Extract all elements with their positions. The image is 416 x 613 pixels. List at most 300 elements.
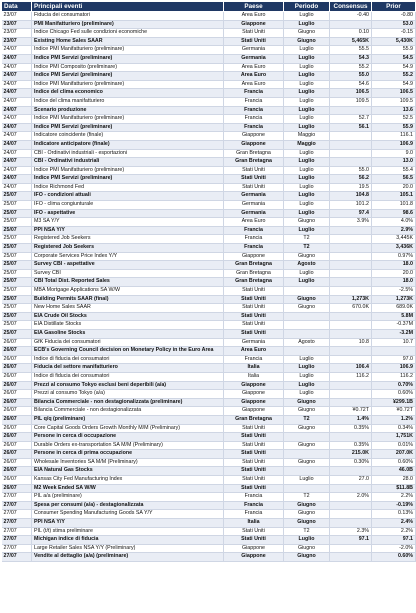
- cell-consensus: [330, 510, 372, 519]
- cell-date: 25/07: [2, 192, 32, 201]
- cell-prior: 46.0B: [372, 467, 416, 476]
- cell-consensus: [330, 553, 372, 562]
- cell-event: PIL q/q (preliminare): [32, 415, 224, 424]
- cell-date: 24/07: [2, 97, 32, 106]
- cell-country: Francia: [224, 244, 284, 253]
- cell-country: Stati Uniti: [224, 484, 284, 493]
- cell-date: 24/07: [2, 175, 32, 184]
- table-row: [2, 192, 416, 201]
- cell-period: Giugno: [284, 544, 330, 553]
- cell-country: Stati Uniti: [224, 29, 284, 38]
- cell-period: [284, 321, 330, 330]
- cell-country: Francia: [224, 501, 284, 510]
- cell-consensus: [330, 347, 372, 356]
- cell-prior: 2.4%: [372, 519, 416, 528]
- cell-consensus: [330, 20, 372, 29]
- cell-consensus: 27.0: [330, 476, 372, 485]
- cell-event: Survey CBI - aspettative: [32, 261, 224, 270]
- header-country: Paese: [224, 2, 284, 12]
- table-row: [2, 390, 416, 399]
- cell-country: Stati Uniti: [224, 329, 284, 338]
- cell-period: Luglio: [284, 89, 330, 98]
- table-row: [2, 54, 416, 63]
- cell-date: 24/07: [2, 89, 32, 98]
- cell-consensus: 55.0: [330, 72, 372, 81]
- cell-country: Stati Uniti: [224, 441, 284, 450]
- cell-period: Luglio: [284, 381, 330, 390]
- cell-event: Indice di fiducia dei consumatori: [32, 372, 224, 381]
- header-event: Principali eventi: [32, 2, 224, 12]
- cell-period: Maggio: [284, 140, 330, 149]
- cell-country: Stati Uniti: [224, 166, 284, 175]
- table-row: [2, 304, 416, 313]
- cell-consensus: [330, 390, 372, 399]
- cell-consensus: [330, 132, 372, 141]
- table-row: [2, 415, 416, 424]
- cell-country: Area Euro: [224, 63, 284, 72]
- cell-country: Gran Bretagna: [224, 278, 284, 287]
- cell-date: 27/07: [2, 553, 32, 562]
- cell-date: 24/07: [2, 115, 32, 124]
- cell-event: IFO - condizioni attuali: [32, 192, 224, 201]
- cell-event: Fiducia del settore manifatturiero: [32, 364, 224, 373]
- cell-date: 27/07: [2, 544, 32, 553]
- table-row: [2, 433, 416, 442]
- cell-country: Germania: [224, 192, 284, 201]
- cell-event: Indice PMI Composito (preliminare): [32, 63, 224, 72]
- cell-date: 24/07: [2, 72, 32, 81]
- cell-country: Stati Uniti: [224, 287, 284, 296]
- cell-period: [284, 467, 330, 476]
- table-row: [2, 407, 416, 416]
- table-row: [2, 321, 416, 330]
- cell-period: T2: [284, 235, 330, 244]
- table-body: [2, 12, 416, 562]
- cell-consensus: 215.0K: [330, 450, 372, 459]
- table-row: [2, 441, 416, 450]
- cell-event: Durable Orders ex-transportation SA M/M (Preliminary): [32, 441, 224, 450]
- cell-event: Indice PMI Manifatturiero (preliminare): [32, 166, 224, 175]
- cell-date: 25/07: [2, 269, 32, 278]
- cell-consensus: [330, 484, 372, 493]
- cell-country: Stati Uniti: [224, 295, 284, 304]
- cell-period: T2: [284, 244, 330, 253]
- cell-prior: 0.70%: [372, 381, 416, 390]
- cell-date: 24/07: [2, 132, 32, 141]
- cell-consensus: 106.4: [330, 364, 372, 373]
- cell-date: 25/07: [2, 261, 32, 270]
- cell-consensus: 1.4%: [330, 415, 372, 424]
- cell-consensus: [330, 278, 372, 287]
- cell-period: Giugno: [284, 37, 330, 46]
- cell-consensus: [330, 321, 372, 330]
- cell-prior: 116.1: [372, 132, 416, 141]
- cell-date: 24/07: [2, 149, 32, 158]
- cell-country: Stati Uniti: [224, 476, 284, 485]
- cell-period: Giugno: [284, 252, 330, 261]
- cell-date: 23/07: [2, 37, 32, 46]
- cell-country: Francia: [224, 89, 284, 98]
- table-row: [2, 347, 416, 356]
- cell-event: Vendite al dettaglio (a/a) (preliminare): [32, 553, 224, 562]
- cell-event: Indice PMI Manifatturiero (preliminare): [32, 115, 224, 124]
- cell-prior: 20.0: [372, 269, 416, 278]
- cell-event: EIA Gasoline Stocks: [32, 329, 224, 338]
- cell-consensus: [330, 226, 372, 235]
- cell-event: EIA Crude Oil Stocks: [32, 312, 224, 321]
- table-row: [2, 553, 416, 562]
- table-row: [2, 510, 416, 519]
- table-row: [2, 72, 416, 81]
- cell-event: M2 Week Ended SA W/W: [32, 484, 224, 493]
- cell-consensus: [330, 140, 372, 149]
- cell-consensus: 0.35%: [330, 441, 372, 450]
- cell-country: Stati Uniti: [224, 433, 284, 442]
- table-row: [2, 355, 416, 364]
- cell-consensus: 56.2: [330, 175, 372, 184]
- cell-period: Luglio: [284, 115, 330, 124]
- table-row: [2, 364, 416, 373]
- cell-consensus: [330, 381, 372, 390]
- cell-period: Maggio: [284, 132, 330, 141]
- table-row: [2, 544, 416, 553]
- cell-prior: 207.0K: [372, 450, 416, 459]
- table-row: [2, 226, 416, 235]
- cell-period: Luglio: [284, 183, 330, 192]
- cell-country: Giappone: [224, 140, 284, 149]
- table-row: [2, 63, 416, 72]
- cell-consensus: 101.2: [330, 201, 372, 210]
- cell-period: Luglio: [284, 355, 330, 364]
- cell-prior: -0.37M: [372, 321, 416, 330]
- cell-period: Luglio: [284, 226, 330, 235]
- cell-prior: 52.5: [372, 115, 416, 124]
- cell-period: Giugno: [284, 304, 330, 313]
- cell-date: 25/07: [2, 218, 32, 227]
- cell-consensus: 52.7: [330, 115, 372, 124]
- table-row: [2, 329, 416, 338]
- table-row: [2, 493, 416, 502]
- cell-period: [284, 287, 330, 296]
- cell-date: 27/07: [2, 527, 32, 536]
- cell-country: Francia: [224, 115, 284, 124]
- table-row: [2, 261, 416, 270]
- cell-date: 27/07: [2, 519, 32, 528]
- header-prior: Prior: [372, 2, 416, 12]
- cell-prior: -2.0%: [372, 544, 416, 553]
- cell-prior: -0.80: [372, 12, 416, 21]
- cell-prior: ¥299.1B: [372, 398, 416, 407]
- cell-period: Luglio: [284, 12, 330, 21]
- cell-date: 24/07: [2, 54, 32, 63]
- cell-period: Giugno: [284, 501, 330, 510]
- cell-consensus: [330, 252, 372, 261]
- cell-prior: 116.2: [372, 372, 416, 381]
- cell-prior: -0.15: [372, 29, 416, 38]
- table-row: [2, 115, 416, 124]
- cell-date: 25/07: [2, 304, 32, 313]
- table-row: [2, 287, 416, 296]
- cell-event: Registered Job Seekers: [32, 244, 224, 253]
- cell-period: Giugno: [284, 29, 330, 38]
- cell-event: Indice PMI Servizi (preliminare): [32, 123, 224, 132]
- cell-prior: 0.13%: [372, 510, 416, 519]
- cell-country: Giappone: [224, 390, 284, 399]
- cell-event: ECB's Governing Council decision on Monetary Policy in the Euro Area: [32, 347, 224, 356]
- cell-date: 26/07: [2, 450, 32, 459]
- cell-country: Stati Uniti: [224, 527, 284, 536]
- table-row: [2, 149, 416, 158]
- cell-period: Giugno: [284, 295, 330, 304]
- cell-period: Giugno: [284, 424, 330, 433]
- cell-consensus: [330, 312, 372, 321]
- cell-date: 25/07: [2, 226, 32, 235]
- cell-event: Indicatore anticipatore (finale): [32, 140, 224, 149]
- cell-date: 26/07: [2, 441, 32, 450]
- cell-prior: -2.5%: [372, 287, 416, 296]
- cell-consensus: [330, 158, 372, 167]
- cell-prior: 0.60%: [372, 553, 416, 562]
- table-row: [2, 140, 416, 149]
- cell-period: Giugno: [284, 458, 330, 467]
- cell-consensus: 97.1: [330, 536, 372, 545]
- cell-country: Stati Uniti: [224, 321, 284, 330]
- cell-country: Germania: [224, 338, 284, 347]
- cell-prior: 55.9: [372, 46, 416, 55]
- cell-prior: ¥0.72T: [372, 407, 416, 416]
- cell-prior: 13.6: [372, 106, 416, 115]
- cell-consensus: 56.1: [330, 123, 372, 132]
- cell-date: 23/07: [2, 29, 32, 38]
- cell-event: Bilancia Commerciale - non destagionalizzata (preliminare): [32, 398, 224, 407]
- cell-date: 24/07: [2, 46, 32, 55]
- cell-prior: 55.9: [372, 123, 416, 132]
- table-row: [2, 458, 416, 467]
- cell-event: Building Permits SAAR (final): [32, 295, 224, 304]
- cell-prior: 2.9%: [372, 226, 416, 235]
- table-row: [2, 175, 416, 184]
- cell-event: EIA Distillate Stocks: [32, 321, 224, 330]
- cell-date: 25/07: [2, 321, 32, 330]
- cell-country: Stati Uniti: [224, 304, 284, 313]
- cell-prior: 1,273K: [372, 295, 416, 304]
- cell-prior: 4.0%: [372, 218, 416, 227]
- cell-event: Core Capital Goods Orders Growth Monthly M/M (Preliminary): [32, 424, 224, 433]
- cell-event: Indice PMI Servizi (preliminare): [32, 72, 224, 81]
- cell-country: Italia: [224, 372, 284, 381]
- cell-country: Area Euro: [224, 80, 284, 89]
- cell-country: Francia: [224, 235, 284, 244]
- cell-event: Indice PMI Manifatturiero (preliminare): [32, 80, 224, 89]
- table-row: [2, 450, 416, 459]
- cell-country: Giappone: [224, 132, 284, 141]
- cell-country: Stati Uniti: [224, 467, 284, 476]
- cell-prior: 9.0: [372, 149, 416, 158]
- cell-consensus: [330, 398, 372, 407]
- cell-country: Giappone: [224, 544, 284, 553]
- cell-prior: 1.2%: [372, 415, 416, 424]
- cell-consensus: 54.3: [330, 54, 372, 63]
- table-row: [2, 278, 416, 287]
- cell-consensus: [330, 287, 372, 296]
- cell-prior: $11.8B: [372, 484, 416, 493]
- cell-consensus: 54.6: [330, 80, 372, 89]
- cell-prior: 5.8M: [372, 312, 416, 321]
- cell-event: CBI - Ordinativi industriali: [32, 158, 224, 167]
- cell-country: Giappone: [224, 398, 284, 407]
- cell-prior: 0.60%: [372, 458, 416, 467]
- table-row: [2, 519, 416, 528]
- cell-period: T2: [284, 415, 330, 424]
- cell-country: Gran Bretagna: [224, 149, 284, 158]
- table-row: [2, 29, 416, 38]
- cell-prior: 101.8: [372, 201, 416, 210]
- cell-prior: 0.34%: [372, 424, 416, 433]
- cell-date: 26/07: [2, 355, 32, 364]
- cell-date: 24/07: [2, 106, 32, 115]
- cell-period: [284, 433, 330, 442]
- economic-calendar: [1, 1, 415, 562]
- table-row: [2, 80, 416, 89]
- cell-consensus: [330, 235, 372, 244]
- cell-date: 25/07: [2, 329, 32, 338]
- cell-date: 26/07: [2, 484, 32, 493]
- cell-country: Germania: [224, 54, 284, 63]
- cell-date: 25/07: [2, 209, 32, 218]
- events-table: [1, 1, 416, 562]
- cell-period: Luglio: [284, 372, 330, 381]
- cell-event: Indice PMI Servizi (preliminare): [32, 175, 224, 184]
- table-row: [2, 235, 416, 244]
- cell-period: Luglio: [284, 269, 330, 278]
- cell-consensus: 19.5: [330, 183, 372, 192]
- cell-prior: 3,445K: [372, 235, 416, 244]
- cell-event: Wholesale Inventories SA M/M (Preliminary): [32, 458, 224, 467]
- cell-date: 25/07: [2, 244, 32, 253]
- cell-event: Consumer Spending Manufacturing Goods SA Y/Y: [32, 510, 224, 519]
- cell-country: Area Euro: [224, 12, 284, 21]
- cell-period: Luglio: [284, 54, 330, 63]
- cell-date: 27/07: [2, 536, 32, 545]
- cell-date: 26/07: [2, 424, 32, 433]
- cell-period: [284, 312, 330, 321]
- cell-event: Bilancia Commerciale - non destagionalizzata: [32, 407, 224, 416]
- cell-consensus: ¥0.72T: [330, 407, 372, 416]
- cell-country: Francia: [224, 493, 284, 502]
- cell-country: Stati Uniti: [224, 458, 284, 467]
- cell-date: 26/07: [2, 458, 32, 467]
- cell-consensus: 10.8: [330, 338, 372, 347]
- cell-prior: 3,436K: [372, 244, 416, 253]
- cell-consensus: [330, 106, 372, 115]
- cell-date: 26/07: [2, 433, 32, 442]
- cell-event: IFO - clima congiunturale: [32, 201, 224, 210]
- table-row: [2, 46, 416, 55]
- cell-date: 25/07: [2, 312, 32, 321]
- cell-event: Registered Job Seekers: [32, 235, 224, 244]
- cell-prior: 28.0: [372, 476, 416, 485]
- cell-event: Scenario produzione: [32, 106, 224, 115]
- header-date: Data: [2, 2, 32, 12]
- cell-prior: -3.2M: [372, 329, 416, 338]
- cell-event: PIL (t/t) stima preliminare: [32, 527, 224, 536]
- cell-period: Luglio: [284, 158, 330, 167]
- cell-country: Giappone: [224, 553, 284, 562]
- table-row: [2, 424, 416, 433]
- cell-consensus: 1,273K: [330, 295, 372, 304]
- table-row: [2, 269, 416, 278]
- cell-period: [284, 484, 330, 493]
- cell-event: Spesa per consumi (a/a) - destagionalizzata: [32, 501, 224, 510]
- cell-consensus: 104.8: [330, 192, 372, 201]
- table-row: [2, 166, 416, 175]
- cell-period: Giugno: [284, 519, 330, 528]
- cell-period: Giugno: [284, 553, 330, 562]
- cell-country: Giappone: [224, 407, 284, 416]
- cell-period: Luglio: [284, 536, 330, 545]
- cell-date: 26/07: [2, 364, 32, 373]
- cell-date: 26/07: [2, 347, 32, 356]
- table-row: [2, 372, 416, 381]
- cell-prior: 18.0: [372, 261, 416, 270]
- cell-country: Area Euro: [224, 72, 284, 81]
- cell-consensus: 55.2: [330, 63, 372, 72]
- cell-period: Luglio: [284, 166, 330, 175]
- cell-event: Large Retailer Sales NSA Y/Y (Preliminary): [32, 544, 224, 553]
- cell-date: 25/07: [2, 287, 32, 296]
- cell-country: Giappone: [224, 381, 284, 390]
- cell-prior: 56.5: [372, 175, 416, 184]
- cell-date: 26/07: [2, 338, 32, 347]
- cell-event: Indice del clima manifatturiero: [32, 97, 224, 106]
- cell-consensus: 0.10: [330, 29, 372, 38]
- cell-country: Stati Uniti: [224, 175, 284, 184]
- cell-event: CBI - Ordinativi industriali - esportazioni: [32, 149, 224, 158]
- cell-prior: 106.5: [372, 89, 416, 98]
- cell-country: Francia: [224, 355, 284, 364]
- cell-prior: 97.0: [372, 355, 416, 364]
- table-row: [2, 123, 416, 132]
- cell-period: Giugno: [284, 407, 330, 416]
- table-row: [2, 295, 416, 304]
- cell-period: Luglio: [284, 192, 330, 201]
- cell-prior: 20.0: [372, 183, 416, 192]
- cell-date: 24/07: [2, 183, 32, 192]
- cell-prior: 53.0: [372, 20, 416, 29]
- table-row: [2, 158, 416, 167]
- cell-event: Indice PMI Manifatturiero (preliminare): [32, 46, 224, 55]
- cell-country: Gran Bretagna: [224, 261, 284, 270]
- cell-date: 25/07: [2, 201, 32, 210]
- cell-period: Luglio: [284, 46, 330, 55]
- cell-event: Persone in cerca di occupazione: [32, 433, 224, 442]
- cell-period: Luglio: [284, 97, 330, 106]
- cell-consensus: 55.5: [330, 46, 372, 55]
- cell-period: Giugno: [284, 441, 330, 450]
- cell-prior: 54.9: [372, 63, 416, 72]
- cell-event: Indicatore coincidente (finale): [32, 132, 224, 141]
- cell-period: Agosto: [284, 338, 330, 347]
- cell-consensus: 55.0: [330, 166, 372, 175]
- cell-date: 23/07: [2, 12, 32, 21]
- cell-country: Francia: [224, 123, 284, 132]
- cell-consensus: 109.5: [330, 97, 372, 106]
- cell-consensus: 0.35%: [330, 424, 372, 433]
- cell-period: Luglio: [284, 106, 330, 115]
- cell-period: Luglio: [284, 80, 330, 89]
- cell-prior: 54.9: [372, 80, 416, 89]
- cell-country: Francia: [224, 106, 284, 115]
